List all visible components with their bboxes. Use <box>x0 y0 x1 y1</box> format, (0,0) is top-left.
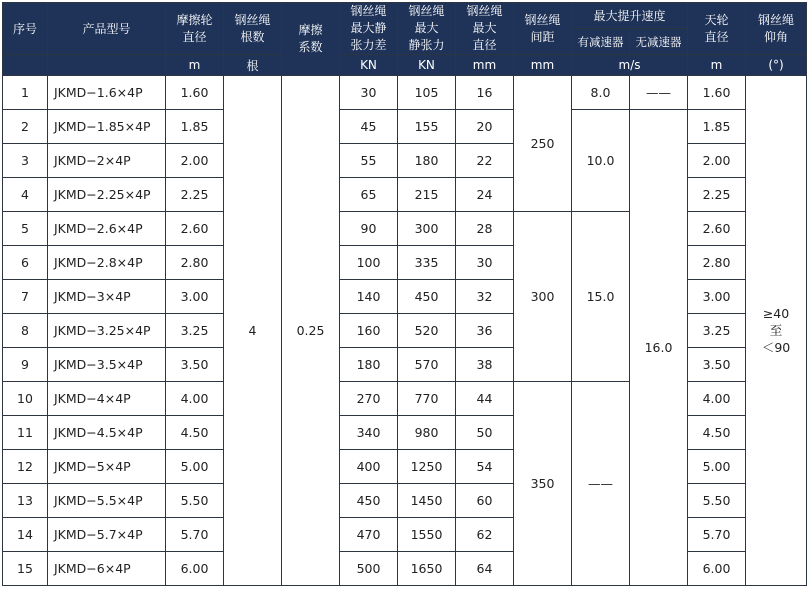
cell-max-static-tension: 335 <box>398 246 456 280</box>
cell-seq: 14 <box>3 518 48 552</box>
cell-model: JKMD−3×4P <box>48 280 166 314</box>
cell-max-static-tension: 770 <box>398 382 456 416</box>
unit-rope-spacing: mm <box>514 55 572 76</box>
cell-model: JKMD−5.7×4P <box>48 518 166 552</box>
cell-model: JKMD−5.5×4P <box>48 484 166 518</box>
cell-model: JKMD−1.6×4P <box>48 76 166 110</box>
cell-max-rope-diameter: 54 <box>456 450 514 484</box>
elevation-min: ≥40 <box>762 306 790 321</box>
cell-wheel-diameter: 4.00 <box>166 382 224 416</box>
header-row <box>3 3 807 29</box>
cell-sheave-diameter: 5.50 <box>688 484 746 518</box>
cell-max-static-tension-diff: 470 <box>340 518 398 552</box>
header-rope-spacing: 钢丝绳 间距 <box>514 3 572 55</box>
cell-wheel-diameter: 2.00 <box>166 144 224 178</box>
header-seq: 序号 <box>3 3 48 55</box>
header-without-reducer: 无减速器 <box>630 29 688 55</box>
table-row <box>3 110 807 144</box>
table-row <box>3 76 807 110</box>
cell-speed-with-reducer: —— <box>572 382 630 586</box>
cell-rope-spacing: 350 <box>514 382 572 586</box>
cell-friction-coef: 0.25 <box>282 76 340 586</box>
spec-table <box>2 2 807 586</box>
cell-max-rope-diameter: 32 <box>456 280 514 314</box>
unit-wheel-diameter: m <box>166 55 224 76</box>
header-friction-coef: 摩擦 系数 <box>282 3 340 76</box>
cell-max-rope-diameter: 50 <box>456 416 514 450</box>
cell-max-rope-diameter: 28 <box>456 212 514 246</box>
cell-max-rope-diameter: 22 <box>456 144 514 178</box>
cell-rope-spacing: 300 <box>514 212 572 382</box>
cell-max-rope-diameter: 24 <box>456 178 514 212</box>
cell-wheel-diameter: 1.85 <box>166 110 224 144</box>
cell-max-static-tension-diff: 30 <box>340 76 398 110</box>
cell-sheave-diameter: 5.70 <box>688 518 746 552</box>
cell-max-static-tension: 105 <box>398 76 456 110</box>
cell-max-static-tension: 1650 <box>398 552 456 586</box>
header-sheave-diameter: 天轮 直径 <box>688 3 746 55</box>
cell-wheel-diameter: 3.25 <box>166 314 224 348</box>
cell-sheave-diameter: 3.25 <box>688 314 746 348</box>
cell-max-rope-diameter: 60 <box>456 484 514 518</box>
elevation-max: ＜90 <box>761 340 791 355</box>
cell-model: JKMD−4.5×4P <box>48 416 166 450</box>
cell-model: JKMD−2×4P <box>48 144 166 178</box>
cell-max-rope-diameter: 64 <box>456 552 514 586</box>
cell-max-static-tension-diff: 180 <box>340 348 398 382</box>
cell-max-rope-diameter: 16 <box>456 76 514 110</box>
cell-rope-count: 4 <box>224 76 282 586</box>
cell-model: JKMD−2.8×4P <box>48 246 166 280</box>
cell-max-rope-diameter: 38 <box>456 348 514 382</box>
units-row <box>3 55 807 76</box>
cell-max-static-tension: 215 <box>398 178 456 212</box>
cell-max-static-tension-diff: 160 <box>340 314 398 348</box>
cell-speed-without-reducer: 16.0 <box>630 110 688 586</box>
unit-speed: m/s <box>572 55 688 76</box>
unit-sheave-diameter: m <box>688 55 746 76</box>
header-max-static-tension-diff: 钢丝绳 最大静 张力差 <box>340 3 398 55</box>
cell-model: JKMD−3.25×4P <box>48 314 166 348</box>
cell-sheave-diameter: 4.50 <box>688 416 746 450</box>
cell-rope-elevation <box>746 76 807 586</box>
cell-max-static-tension-diff: 55 <box>340 144 398 178</box>
cell-wheel-diameter: 4.50 <box>166 416 224 450</box>
cell-seq: 2 <box>3 110 48 144</box>
unit-rope-elevation: (°) <box>746 55 807 76</box>
cell-max-rope-diameter: 44 <box>456 382 514 416</box>
cell-seq: 6 <box>3 246 48 280</box>
cell-model: JKMD−4×4P <box>48 382 166 416</box>
cell-model: JKMD−3.5×4P <box>48 348 166 382</box>
cell-sheave-diameter: 1.60 <box>688 76 746 110</box>
cell-seq: 5 <box>3 212 48 246</box>
header-max-rope-diameter: 钢丝绳 最大 直径 <box>456 3 514 55</box>
cell-seq: 12 <box>3 450 48 484</box>
cell-max-static-tension-diff: 90 <box>340 212 398 246</box>
cell-max-static-tension: 450 <box>398 280 456 314</box>
unit-max-static-tension-diff: KN <box>340 55 398 76</box>
cell-sheave-diameter: 2.25 <box>688 178 746 212</box>
cell-max-static-tension: 520 <box>398 314 456 348</box>
unit-model <box>48 55 166 76</box>
cell-model: JKMD−2.6×4P <box>48 212 166 246</box>
unit-seq <box>3 55 48 76</box>
cell-seq: 8 <box>3 314 48 348</box>
cell-max-static-tension-diff: 270 <box>340 382 398 416</box>
cell-max-static-tension: 1550 <box>398 518 456 552</box>
header-with-reducer: 有减速器 <box>572 29 630 55</box>
cell-sheave-diameter: 2.60 <box>688 212 746 246</box>
cell-max-static-tension-diff: 100 <box>340 246 398 280</box>
cell-sheave-diameter: 6.00 <box>688 552 746 586</box>
cell-wheel-diameter: 6.00 <box>166 552 224 586</box>
cell-sheave-diameter: 3.00 <box>688 280 746 314</box>
cell-max-static-tension: 1250 <box>398 450 456 484</box>
cell-model: JKMD−5×4P <box>48 450 166 484</box>
elevation-to: 至 <box>769 323 783 338</box>
header-rope-count: 钢丝绳 根数 <box>224 3 282 55</box>
cell-seq: 15 <box>3 552 48 586</box>
cell-max-rope-diameter: 30 <box>456 246 514 280</box>
cell-sheave-diameter: 5.00 <box>688 450 746 484</box>
cell-max-static-tension-diff: 450 <box>340 484 398 518</box>
cell-max-rope-diameter: 20 <box>456 110 514 144</box>
cell-seq: 1 <box>3 76 48 110</box>
cell-sheave-diameter: 2.80 <box>688 246 746 280</box>
cell-wheel-diameter: 1.60 <box>166 76 224 110</box>
cell-wheel-diameter: 2.60 <box>166 212 224 246</box>
cell-wheel-diameter: 3.50 <box>166 348 224 382</box>
cell-max-static-tension-diff: 340 <box>340 416 398 450</box>
cell-max-static-tension-diff: 45 <box>340 110 398 144</box>
cell-speed-without-reducer: —— <box>630 76 688 110</box>
cell-seq: 9 <box>3 348 48 382</box>
cell-wheel-diameter: 2.25 <box>166 178 224 212</box>
cell-max-static-tension: 570 <box>398 348 456 382</box>
header-max-speed: 最大提升速度 <box>572 3 688 29</box>
cell-sheave-diameter: 4.00 <box>688 382 746 416</box>
cell-max-static-tension: 1450 <box>398 484 456 518</box>
cell-model: JKMD−2.25×4P <box>48 178 166 212</box>
cell-speed-with-reducer: 10.0 <box>572 110 630 212</box>
header-rope-elevation: 钢丝绳 仰角 <box>746 3 807 55</box>
cell-seq: 11 <box>3 416 48 450</box>
cell-model: JKMD−1.85×4P <box>48 110 166 144</box>
cell-max-static-tension: 980 <box>398 416 456 450</box>
cell-wheel-diameter: 5.00 <box>166 450 224 484</box>
unit-rope-count: 根 <box>224 55 282 76</box>
unit-max-rope-diameter: mm <box>456 55 514 76</box>
cell-speed-with-reducer: 15.0 <box>572 212 630 382</box>
cell-wheel-diameter: 5.70 <box>166 518 224 552</box>
cell-speed-with-reducer: 8.0 <box>572 76 630 110</box>
cell-max-static-tension: 180 <box>398 144 456 178</box>
cell-seq: 10 <box>3 382 48 416</box>
header-max-static-tension: 钢丝绳 最大 静张力 <box>398 3 456 55</box>
header-wheel-diameter: 摩擦轮 直径 <box>166 3 224 55</box>
cell-seq: 4 <box>3 178 48 212</box>
header-model: 产品型号 <box>48 3 166 55</box>
cell-max-rope-diameter: 62 <box>456 518 514 552</box>
cell-max-rope-diameter: 36 <box>456 314 514 348</box>
cell-wheel-diameter: 3.00 <box>166 280 224 314</box>
spec-table-body <box>3 3 807 586</box>
cell-sheave-diameter: 1.85 <box>688 110 746 144</box>
cell-max-static-tension-diff: 500 <box>340 552 398 586</box>
cell-seq: 13 <box>3 484 48 518</box>
cell-max-static-tension: 155 <box>398 110 456 144</box>
cell-max-static-tension-diff: 140 <box>340 280 398 314</box>
cell-seq: 7 <box>3 280 48 314</box>
cell-sheave-diameter: 3.50 <box>688 348 746 382</box>
cell-model: JKMD−6×4P <box>48 552 166 586</box>
cell-wheel-diameter: 2.80 <box>166 246 224 280</box>
cell-max-static-tension-diff: 400 <box>340 450 398 484</box>
cell-max-static-tension-diff: 65 <box>340 178 398 212</box>
cell-rope-spacing: 250 <box>514 76 572 212</box>
cell-max-static-tension: 300 <box>398 212 456 246</box>
unit-max-static-tension: KN <box>398 55 456 76</box>
cell-seq: 3 <box>3 144 48 178</box>
cell-sheave-diameter: 2.00 <box>688 144 746 178</box>
cell-wheel-diameter: 5.50 <box>166 484 224 518</box>
